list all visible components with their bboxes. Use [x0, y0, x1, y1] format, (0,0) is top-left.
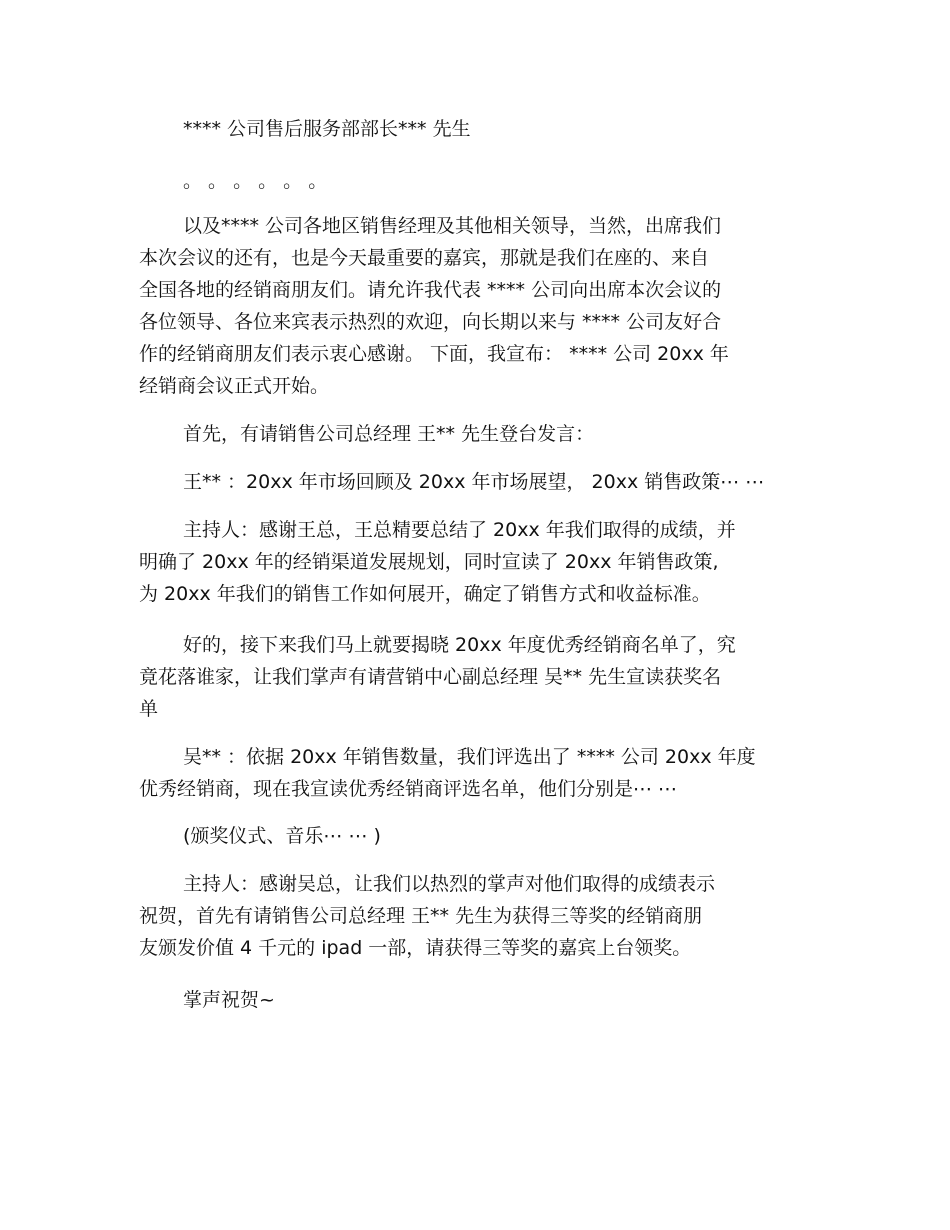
paragraph-line: 本次会议的还有，也是今天最重要的嘉宾，那就是我们在座的、来自 — [139, 247, 710, 269]
paragraph-line: 经销商会议正式开始。 — [139, 375, 330, 397]
paragraph-line: 主持人：感谢王总，王总精要总结了 20xx 年我们取得的成绩，并 — [183, 519, 736, 541]
announce-award-list — [139, 629, 829, 725]
paragraph-line: 单 — [139, 698, 159, 720]
paragraph-line: 掌声祝贺~ — [183, 989, 275, 1011]
paragraph-line: 竟花落谁家，让我们掌声有请营销中心副总经理 吴** 先生宣读获奖名 — [139, 666, 722, 688]
wang-speech-topic — [139, 466, 829, 498]
host-thanks-wu — [139, 868, 829, 964]
invite-general-manager — [139, 418, 829, 450]
paragraph-line: (颁奖仪式、音乐⋯ ⋯ ) — [183, 825, 381, 847]
paragraph-line: 以及**** 公司各地区销售经理及其他相关领导，当然，出席我们 — [183, 215, 722, 237]
award-ceremony-note — [139, 820, 829, 852]
paragraph-line: 明确了 20xx 年的经销渠道发展规划，同时宣读了 20xx 年销售政策, — [139, 551, 719, 573]
paragraph-line: 优秀经销商，现在我宣读优秀经销商评选名单，他们分别是⋯ ⋯ — [139, 778, 678, 800]
applause-line — [139, 984, 829, 1016]
paragraph-line: 。 。 。 。 。 。 — [183, 170, 328, 192]
paragraph-line: 吴** ：依据 20xx 年销售数量，我们评选出了 **** 公司 20xx 年度 — [183, 746, 756, 768]
welcome-paragraph — [139, 210, 829, 402]
paragraph-line: 作的经销商朋友们表示衷心感谢。 下面，我宣布： **** 公司 20xx 年 — [139, 343, 729, 365]
wu-speech — [139, 741, 829, 805]
paragraph-line: 各位领导、各位来宾表示热烈的欢迎，向长期以来与 **** 公司友好合 — [139, 311, 722, 333]
ellipsis-line — [139, 165, 829, 197]
host-thanks-wang — [139, 514, 829, 610]
paragraph-line: 王** ：20xx 年市场回顾及 20xx 年市场展望， 20xx 销售政策⋯ ⋯ — [183, 471, 765, 493]
paragraph-line: 友颁发价值 4 千元的 ipad 一部，请获得三等奖的嘉宾上台领奖。 — [139, 937, 692, 959]
paragraph-line: 为 20xx 年我们的销售工作如何展开，确定了销售方式和收益标准。 — [139, 583, 711, 605]
paragraph-line: 主持人：感谢吴总，让我们以热烈的掌声对他们取得的成绩表示 — [183, 873, 716, 895]
guest-intro-line — [139, 113, 829, 145]
paragraph-line: 好的，接下来我们马上就要揭晓 20xx 年度优秀经销商名单了，究 — [183, 634, 736, 656]
paragraph-line: 祝贺，首先有请销售公司总经理 王** 先生为获得三等奖的经销商朋 — [139, 905, 703, 927]
paragraph-line: 首先，有请销售公司总经理 王** 先生登台发言： — [183, 423, 595, 445]
paragraph-line: 全国各地的经销商朋友们。请允许我代表 **** 公司向出席本次会议的 — [139, 279, 722, 301]
paragraph-line: **** 公司售后服务部部长*** 先生 — [183, 118, 471, 140]
